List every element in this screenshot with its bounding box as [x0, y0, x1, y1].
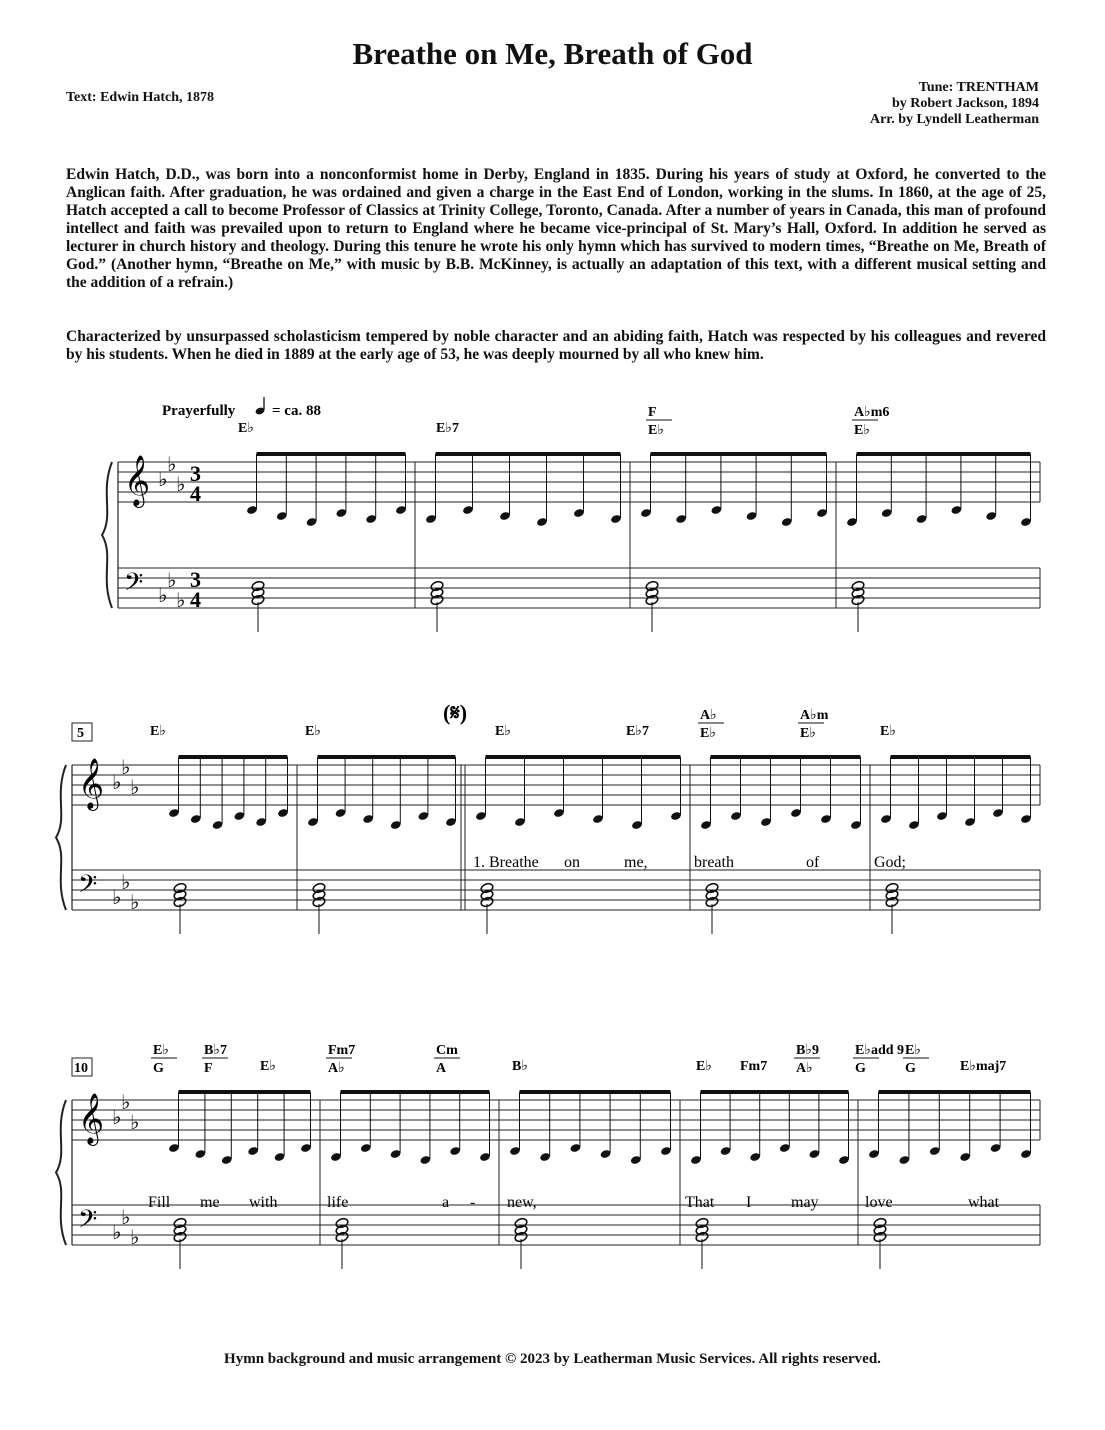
- flat-icon: ♭: [130, 777, 140, 799]
- lyric-syllable: me,: [624, 854, 648, 871]
- treble-clef-icon: 𝄞: [78, 1094, 105, 1143]
- chord-symbol: E♭: [150, 724, 166, 739]
- chord-symbol-top: B♭9: [796, 1043, 819, 1058]
- chord-symbol: E♭: [495, 724, 511, 739]
- chord-symbol-bottom: E♭: [648, 423, 664, 438]
- chord-symbol-bottom: G: [153, 1061, 164, 1076]
- flat-icon: ♭: [167, 570, 177, 592]
- measure-number: 10: [74, 1061, 88, 1076]
- flat-icon: ♭: [112, 1107, 122, 1129]
- bass-clef-icon: 𝄢: [124, 569, 144, 602]
- segno-sign: (𝄋): [443, 700, 468, 725]
- flat-icon: ♭: [176, 590, 186, 612]
- flat-icon: ♭: [112, 772, 122, 794]
- chord-symbol: E♭maj7: [960, 1059, 1007, 1074]
- lyric-syllable: on: [564, 854, 580, 871]
- copyright-footer: Hymn background and music arrangement © 2023 by Leatherman Music Services. All rights reserved.: [224, 1351, 881, 1367]
- flat-icon: ♭: [121, 872, 131, 894]
- lyric-syllable: That: [685, 1194, 715, 1211]
- tune-credit-line: by Robert Jackson, 1894: [891, 96, 1039, 111]
- chord-symbol-top: A♭m: [800, 708, 829, 723]
- chord-symbol: E♭: [696, 1059, 712, 1074]
- chord-symbol-top: A♭: [700, 708, 717, 723]
- time-signature-top: 3: [190, 461, 201, 486]
- chord-symbol: E♭: [880, 724, 896, 739]
- chord-symbol-bottom: G: [855, 1061, 866, 1076]
- lyric-syllable: love: [865, 1194, 893, 1211]
- brace-icon: [102, 462, 112, 608]
- flat-icon: ♭: [112, 887, 122, 909]
- chord-symbol: B♭: [512, 1059, 528, 1074]
- lyric-syllable: Fill: [148, 1194, 171, 1211]
- lyric-syllable: a: [442, 1194, 450, 1211]
- text-credit: Text: Edwin Hatch, 1878: [66, 90, 215, 105]
- page-title: Breathe on Me, Breath of God: [352, 36, 753, 71]
- lyric-syllable: -: [470, 1194, 476, 1211]
- time-signature-top: 3: [190, 567, 201, 592]
- brace-icon: [56, 765, 66, 910]
- bio-paragraph: Edwin Hatch, D.D., was born into a nonconformist home in Derby, England in 1835. During his years of study at Oxford, he converted to the Anglican faith. After graduation, he was ordained and given a charge in the East End of London, working in the slums. In 1860, at the age of 25, Hatch accepted a call to become Professor of Classics at Trinity College, Toronto, Canada. After a number of years in Canada, this man of profound intellect and faith was prevailed upon to return to England where he became vice-principal of St. Mary’s Hall, Oxford. In addition he served as lecturer in church history and theology. During this tenure he wrote his only hymn which has survived to modern times, “Breathe on Me, Breath of God.” (Another hymn, “Breathe on Me,” with music by B.B. McKinney, is actually an adaptation of this text, with a different musical setting and the addition of a refrain.): [66, 166, 1046, 291]
- bio-paragraph: Characterized by unsurpassed scholasticism tempered by noble character and an abiding faith, Hatch was respected by his colleagues and revered by his students. When he died in 1889 at the early age of 53, he was deeply mourned by all who knew him.: [66, 328, 1046, 363]
- lyric-syllable: with: [249, 1194, 278, 1211]
- flat-icon: ♭: [167, 454, 177, 476]
- chord-symbol-top: Fm7: [328, 1043, 356, 1058]
- lyric-syllable: what: [968, 1194, 1000, 1211]
- lyric-syllable: I: [746, 1194, 752, 1211]
- chord-symbol: E♭: [305, 724, 321, 739]
- chord-symbol-bottom: E♭: [854, 423, 870, 438]
- chord-symbol-bottom: E♭: [700, 726, 716, 741]
- chord-symbol: Fm7: [740, 1059, 768, 1074]
- chord-symbol: E♭7: [626, 724, 649, 739]
- lyric-syllable: new,: [507, 1194, 537, 1211]
- chord-symbol-top: E♭: [153, 1043, 169, 1058]
- chord-symbol-bottom: A: [436, 1061, 447, 1076]
- tune-credit-line: Arr. by Lyndell Leatherman: [869, 112, 1039, 127]
- chord-symbol-top: E♭add 9: [855, 1043, 905, 1058]
- quarter-note-icon: [255, 397, 266, 416]
- flat-icon: ♭: [121, 757, 131, 779]
- lyric-syllable: God;: [874, 854, 906, 871]
- flat-icon: ♭: [176, 474, 186, 496]
- chord-symbol: E♭: [238, 421, 254, 436]
- chord-symbol-top: A♭m6: [854, 405, 890, 420]
- tune-credit-line: Tune: TRENTHAM: [918, 80, 1039, 95]
- flat-icon: ♭: [130, 892, 140, 914]
- flat-icon: ♭: [158, 585, 168, 607]
- flat-icon: ♭: [121, 1207, 131, 1229]
- lyric-syllable: of: [806, 854, 820, 871]
- treble-clef-icon: 𝄞: [78, 759, 105, 808]
- time-signature-bottom: 4: [190, 587, 201, 612]
- flat-icon: ♭: [112, 1222, 122, 1244]
- chord-symbol-bottom: F: [204, 1061, 213, 1076]
- lyric-syllable: 1. Breathe: [473, 854, 539, 871]
- chord-symbol-bottom: G: [905, 1061, 916, 1076]
- lyric-syllable: may: [791, 1194, 819, 1211]
- chord-symbol-top: B♭7: [204, 1043, 227, 1058]
- chord-symbol-bottom: A♭: [328, 1061, 345, 1076]
- flat-icon: ♭: [130, 1112, 140, 1134]
- chord-symbol-bottom: E♭: [800, 726, 816, 741]
- chord-symbol-bottom: A♭: [796, 1061, 813, 1076]
- tempo-value: = ca. 88: [272, 403, 321, 419]
- lyric-syllable: life: [327, 1194, 349, 1211]
- tempo-text: Prayerfully: [162, 403, 236, 419]
- brace-icon: [56, 1100, 66, 1245]
- bass-clef-icon: 𝄢: [78, 871, 98, 904]
- measure-number: 5: [77, 726, 84, 741]
- chord-symbol-top: F: [648, 405, 657, 420]
- bass-clef-icon: 𝄢: [78, 1206, 98, 1239]
- lyric-syllable: breath: [694, 854, 734, 871]
- time-signature-bottom: 4: [190, 481, 201, 506]
- flat-icon: ♭: [121, 1092, 131, 1114]
- chord-symbol-top: Cm: [436, 1043, 458, 1058]
- chord-symbol-top: E♭: [905, 1043, 921, 1058]
- chord-symbol: E♭: [260, 1059, 276, 1074]
- treble-clef-icon: 𝄞: [124, 456, 151, 505]
- chord-symbol: E♭7: [436, 421, 459, 436]
- flat-icon: ♭: [158, 469, 168, 491]
- lyric-syllable: me: [200, 1194, 220, 1211]
- flat-icon: ♭: [130, 1227, 140, 1249]
